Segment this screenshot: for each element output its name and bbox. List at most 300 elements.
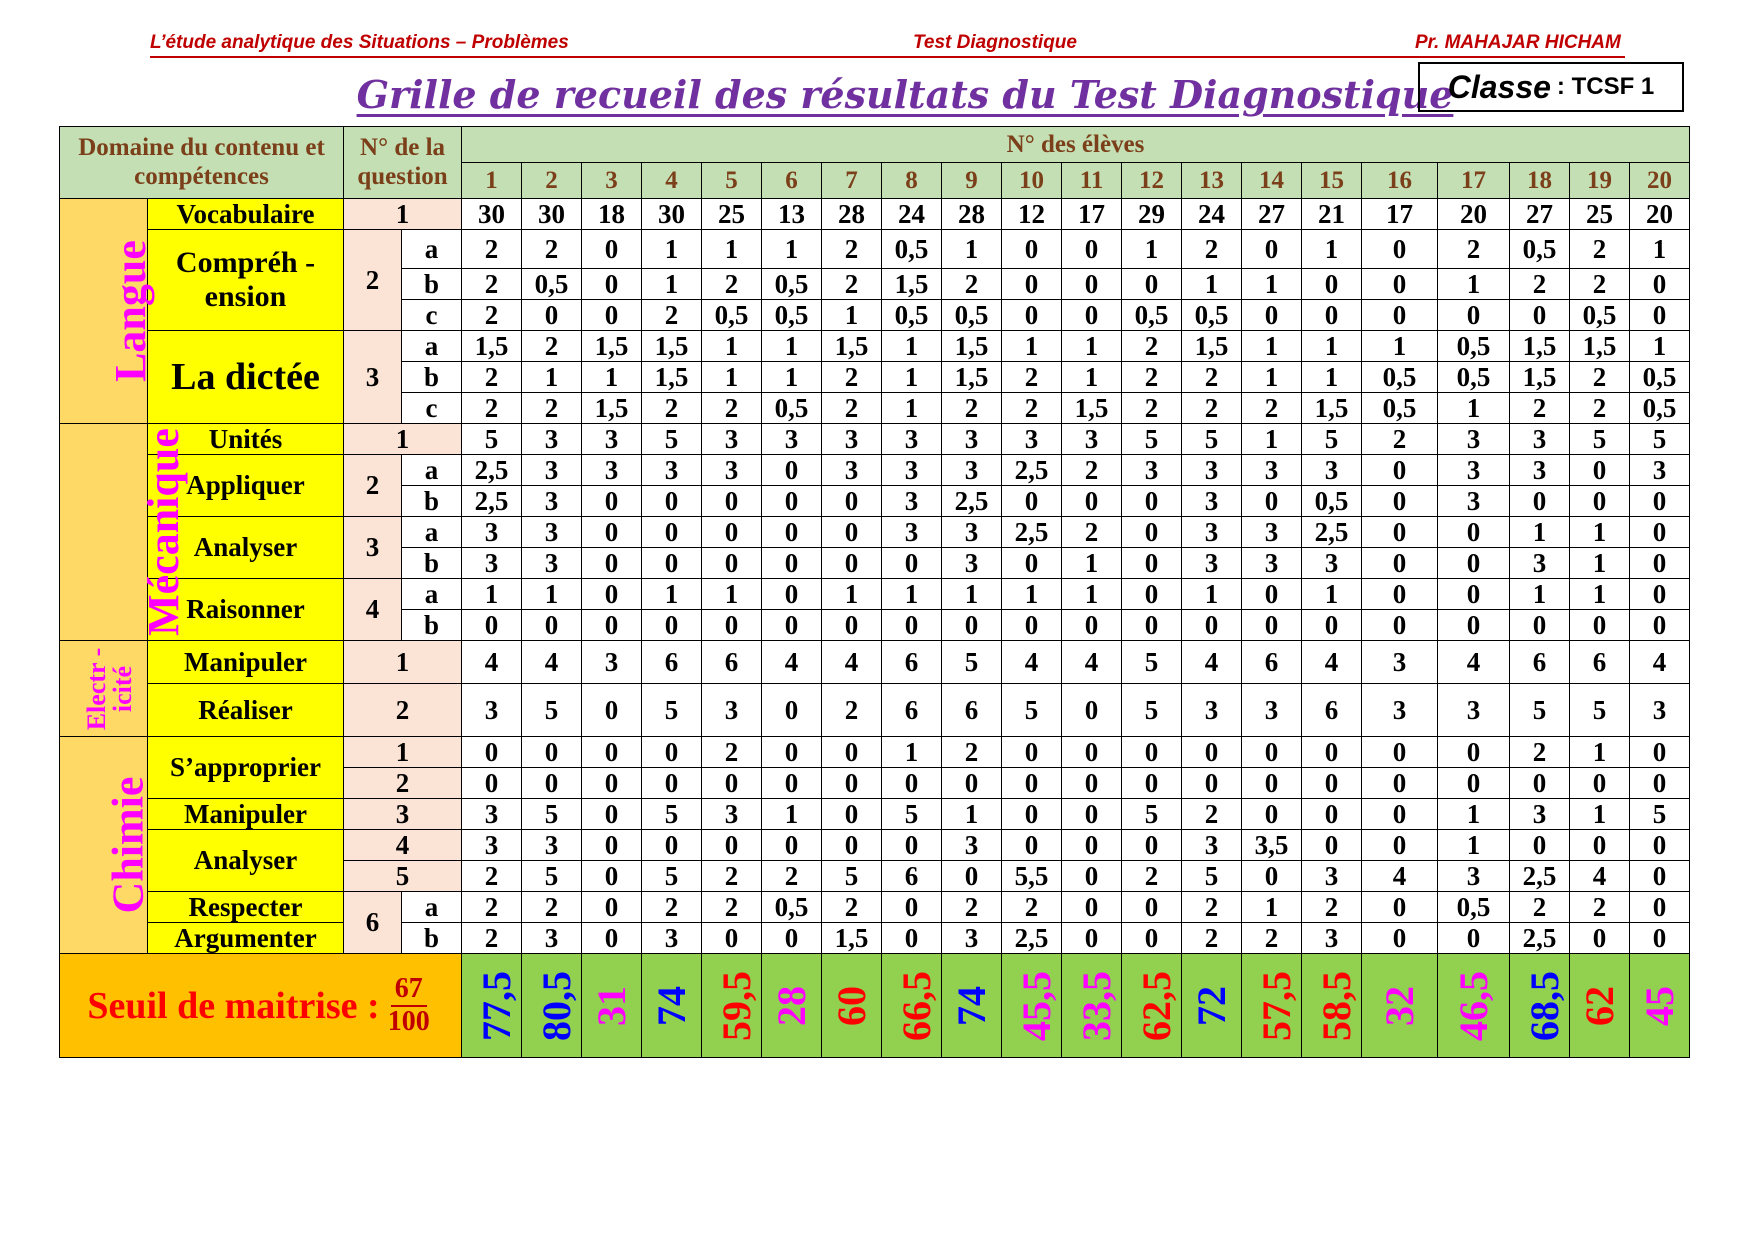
score-cell: 25	[1570, 199, 1630, 230]
score-cell: 0	[1362, 230, 1438, 269]
score-cell: 0	[1510, 300, 1570, 331]
score-cell: 2	[762, 861, 822, 892]
score-cell: 0	[1570, 768, 1630, 799]
final-score: 66,5	[894, 970, 940, 1041]
score-cell: 3	[1182, 684, 1242, 737]
score-cell: 0	[1570, 610, 1630, 641]
score-cell: 1,5	[462, 331, 522, 362]
final-score-cell	[1362, 954, 1438, 1058]
header-left-text: L’étude analytique des Situations – Problèmes	[150, 32, 569, 53]
competence-cell: Compréh - ension	[148, 230, 344, 331]
score-cell: 0	[1510, 830, 1570, 861]
header-right-text: Pr. MAHAJAR HICHAM	[1415, 32, 1621, 53]
score-cell: 2	[822, 269, 882, 300]
score-cell: 0	[582, 610, 642, 641]
score-cell: 1	[522, 362, 582, 393]
score-cell: 1	[882, 331, 942, 362]
score-cell: 3	[702, 455, 762, 486]
seuil-denominator: 100	[387, 1005, 430, 1037]
final-score: 74	[948, 985, 994, 1026]
score-cell: 2	[522, 892, 582, 923]
score-cell: 0	[462, 610, 522, 641]
score-cell: 2	[1570, 269, 1630, 300]
score-cell: 0	[642, 517, 702, 548]
student-number: 9	[942, 163, 1002, 199]
score-cell: 2	[942, 892, 1002, 923]
score-cell: 2	[1002, 362, 1062, 393]
score-cell: 18	[582, 199, 642, 230]
score-cell: 12	[1002, 199, 1062, 230]
score-cell: 2	[702, 861, 762, 892]
score-cell: 3	[522, 517, 582, 548]
question-number: 6	[344, 892, 402, 954]
score-cell: 3	[942, 517, 1002, 548]
table-row	[60, 641, 1690, 684]
score-cell: 1,5	[642, 331, 702, 362]
score-cell: 2	[1002, 892, 1062, 923]
final-score: 77,5	[474, 970, 520, 1041]
score-cell: 3	[1510, 799, 1570, 830]
score-cell: 1	[1302, 362, 1362, 393]
final-score-cell	[1182, 954, 1242, 1058]
score-cell: 2	[1438, 230, 1510, 269]
score-cell: 0	[1302, 830, 1362, 861]
score-cell: 0	[1002, 300, 1062, 331]
score-cell: 0	[822, 830, 882, 861]
score-cell: 2	[1362, 424, 1438, 455]
final-score: 60	[828, 985, 874, 1026]
final-score: 57,5	[1254, 970, 1300, 1041]
score-cell: 0	[522, 610, 582, 641]
student-number: 4	[642, 163, 702, 199]
score-cell: 0	[1438, 548, 1510, 579]
score-cell: 0	[1362, 923, 1438, 954]
score-cell: 3	[522, 548, 582, 579]
score-cell: 0	[642, 737, 702, 768]
score-cell: 3	[1122, 455, 1182, 486]
score-cell: 24	[882, 199, 942, 230]
score-cell: 1	[1302, 331, 1362, 362]
score-cell: 0	[822, 548, 882, 579]
score-cell: 2	[642, 393, 702, 424]
table-row	[60, 424, 1690, 455]
score-cell: 2,5	[1302, 517, 1362, 548]
score-cell: 1	[762, 230, 822, 269]
score-cell: 4	[1362, 861, 1438, 892]
score-cell: 2	[462, 230, 522, 269]
score-cell: 0	[822, 768, 882, 799]
score-cell: 0	[1242, 579, 1302, 610]
score-cell: 30	[462, 199, 522, 230]
final-score: 46,5	[1450, 970, 1496, 1041]
score-cell: 0	[1002, 768, 1062, 799]
score-cell: 1	[822, 300, 882, 331]
score-cell: 3	[642, 923, 702, 954]
score-cell: 3	[1438, 486, 1510, 517]
score-cell: 0	[1242, 799, 1302, 830]
table-row	[60, 830, 1690, 861]
score-cell: 3	[882, 517, 942, 548]
score-cell: 2	[1122, 362, 1182, 393]
student-number: 16	[1362, 163, 1438, 199]
final-score: 72	[1188, 985, 1234, 1026]
score-cell: 0	[1630, 923, 1690, 954]
final-score: 28	[768, 985, 814, 1026]
score-cell: 4	[1630, 641, 1690, 684]
score-cell: 3	[1242, 517, 1302, 548]
score-cell: 2	[822, 362, 882, 393]
score-cell: 1	[1570, 579, 1630, 610]
score-cell: 3	[1438, 424, 1510, 455]
score-cell: 4	[1570, 861, 1630, 892]
score-cell: 0,5	[882, 300, 942, 331]
score-cell: 0	[762, 923, 822, 954]
final-score-cell	[1630, 954, 1690, 1058]
score-cell: 2	[942, 737, 1002, 768]
student-number: 14	[1242, 163, 1302, 199]
score-cell: 0	[882, 548, 942, 579]
question-number: 2	[344, 768, 462, 799]
score-cell: 3	[942, 830, 1002, 861]
score-cell: 1	[1362, 331, 1438, 362]
score-cell: 3	[1062, 424, 1122, 455]
final-score: 45	[1636, 985, 1682, 1026]
score-cell: 5	[822, 861, 882, 892]
score-cell: 0	[1302, 300, 1362, 331]
score-cell: 0	[1242, 768, 1302, 799]
score-cell: 2	[642, 300, 702, 331]
score-cell: 0	[1630, 830, 1690, 861]
score-cell: 1	[702, 579, 762, 610]
score-cell: 1	[882, 362, 942, 393]
score-cell: 2	[1570, 362, 1630, 393]
question-number: 2	[344, 684, 462, 737]
score-cell: 0	[582, 768, 642, 799]
score-cell: 3	[1438, 684, 1510, 737]
competence-cell: Manipuler	[148, 641, 344, 684]
score-cell: 2	[1062, 455, 1122, 486]
score-cell: 2	[822, 892, 882, 923]
student-number: 10	[1002, 163, 1062, 199]
score-cell: 0,5	[762, 269, 822, 300]
score-cell: 0	[1242, 300, 1302, 331]
score-cell: 2	[522, 393, 582, 424]
score-cell: 1	[762, 331, 822, 362]
score-cell: 2	[702, 737, 762, 768]
final-score: 33,5	[1074, 970, 1120, 1041]
score-cell: 1	[1242, 362, 1302, 393]
table-row	[60, 455, 1690, 486]
score-cell: 3	[942, 424, 1002, 455]
score-cell: 1	[1242, 331, 1302, 362]
score-cell: 0	[462, 737, 522, 768]
score-cell: 0	[1062, 892, 1122, 923]
score-cell: 0	[702, 830, 762, 861]
student-number: 7	[822, 163, 882, 199]
score-cell: 1,5	[1510, 362, 1570, 393]
score-cell: 1	[762, 799, 822, 830]
score-cell: 1	[942, 230, 1002, 269]
score-cell: 3	[1510, 455, 1570, 486]
score-cell: 0	[1570, 455, 1630, 486]
score-cell: 0	[882, 923, 942, 954]
score-cell: 0	[1362, 486, 1438, 517]
score-cell: 5	[1122, 424, 1182, 455]
final-score-cell	[882, 954, 942, 1058]
score-cell: 0	[1362, 455, 1438, 486]
score-cell: 0	[1242, 610, 1302, 641]
final-score-cell	[1302, 954, 1362, 1058]
score-cell: 0,5	[1438, 892, 1510, 923]
score-cell: 0	[942, 768, 1002, 799]
final-score: 32	[1376, 985, 1422, 1026]
score-cell: 5	[1570, 684, 1630, 737]
score-cell: 0	[1002, 830, 1062, 861]
score-cell: 3	[1002, 424, 1062, 455]
seuil-label: Seuil de maitrise :	[87, 984, 380, 1027]
score-cell: 0	[882, 830, 942, 861]
score-cell: 17	[1062, 199, 1122, 230]
score-cell: 1,5	[942, 331, 1002, 362]
score-cell: 3	[1362, 641, 1438, 684]
final-score-cell	[1570, 954, 1630, 1058]
score-cell: 0	[1510, 768, 1570, 799]
sub-question: a	[402, 892, 462, 923]
seuil-row	[60, 954, 1690, 1058]
domain-label: Electr - icité	[82, 647, 137, 730]
score-cell: 5	[942, 641, 1002, 684]
score-cell: 27	[1242, 199, 1302, 230]
final-score: 59,5	[714, 970, 760, 1041]
score-cell: 0	[1630, 768, 1690, 799]
score-cell: 4	[1302, 641, 1362, 684]
question-number: 2	[344, 230, 402, 331]
final-score: 62,5	[1134, 970, 1180, 1041]
score-cell: 3	[1182, 517, 1242, 548]
score-cell: 0	[762, 684, 822, 737]
score-cell: 3	[942, 923, 1002, 954]
student-number: 2	[522, 163, 582, 199]
competence-cell: Raisonner	[148, 579, 344, 641]
score-cell: 2	[1122, 861, 1182, 892]
score-cell: 2,5	[462, 455, 522, 486]
score-cell: 6	[1242, 641, 1302, 684]
score-cell: 0	[1062, 269, 1122, 300]
score-cell: 3	[1630, 684, 1690, 737]
score-cell: 3	[702, 424, 762, 455]
score-cell: 1	[1570, 799, 1630, 830]
score-cell: 30	[642, 199, 702, 230]
final-score-cell	[1122, 954, 1182, 1058]
score-cell: 3	[882, 424, 942, 455]
student-number: 13	[1182, 163, 1242, 199]
table-row	[60, 230, 1690, 269]
score-cell: 1	[882, 737, 942, 768]
seuil-numerator: 67	[391, 974, 427, 1007]
student-number: 15	[1302, 163, 1362, 199]
score-cell: 2	[1302, 892, 1362, 923]
score-cell: 1	[1438, 830, 1510, 861]
score-cell: 0	[822, 610, 882, 641]
score-cell: 3	[1302, 455, 1362, 486]
score-cell: 25	[702, 199, 762, 230]
score-cell: 5	[522, 684, 582, 737]
score-cell: 3	[522, 830, 582, 861]
score-cell: 0	[1062, 768, 1122, 799]
score-cell: 1	[1510, 579, 1570, 610]
score-cell: 1	[1002, 579, 1062, 610]
score-cell: 0	[522, 300, 582, 331]
question-number: 3	[344, 517, 402, 579]
score-cell: 0	[882, 610, 942, 641]
score-cell: 0	[1302, 737, 1362, 768]
score-cell: 1,5	[1062, 393, 1122, 424]
score-cell: 0	[582, 861, 642, 892]
question-number: 1	[344, 199, 462, 230]
score-cell: 0	[762, 548, 822, 579]
score-cell: 6	[882, 641, 942, 684]
score-cell: 0	[1062, 300, 1122, 331]
score-cell: 0	[1062, 799, 1122, 830]
score-cell: 1,5	[1570, 331, 1630, 362]
score-cell: 2	[1570, 230, 1630, 269]
score-cell: 3	[1242, 455, 1302, 486]
score-cell: 0	[1062, 684, 1122, 737]
score-cell: 0	[942, 861, 1002, 892]
score-cell: 0	[582, 300, 642, 331]
score-cell: 0	[1630, 548, 1690, 579]
student-number: 1	[462, 163, 522, 199]
score-cell: 1	[1002, 331, 1062, 362]
table-row	[60, 579, 1690, 610]
score-cell: 1	[1438, 393, 1510, 424]
score-cell: 1	[1570, 548, 1630, 579]
domain-label: Mécanique	[138, 428, 188, 636]
score-cell: 5	[1122, 684, 1182, 737]
final-score: 62	[1576, 985, 1622, 1026]
domain-cell	[60, 641, 148, 737]
sub-question: a	[402, 579, 462, 610]
competence-cell: Argumenter	[148, 923, 344, 954]
sub-question: a	[402, 331, 462, 362]
score-cell: 0	[1438, 768, 1510, 799]
score-cell: 0	[762, 737, 822, 768]
student-number: 19	[1570, 163, 1630, 199]
score-cell: 1	[882, 393, 942, 424]
score-cell: 1	[1062, 548, 1122, 579]
score-cell: 1	[1570, 517, 1630, 548]
score-cell: 1	[1302, 230, 1362, 269]
score-cell: 0	[1570, 830, 1630, 861]
score-cell: 0	[1122, 830, 1182, 861]
score-cell: 2	[522, 331, 582, 362]
score-cell: 3	[762, 424, 822, 455]
score-cell: 0	[882, 768, 942, 799]
sub-question: a	[402, 230, 462, 269]
score-cell: 5	[642, 424, 702, 455]
score-cell: 0,5	[702, 300, 762, 331]
score-cell: 24	[1182, 199, 1242, 230]
score-cell: 2	[1510, 269, 1570, 300]
score-cell: 0,5	[1122, 300, 1182, 331]
score-cell: 0	[1122, 610, 1182, 641]
score-cell: 0	[1362, 768, 1438, 799]
score-cell: 21	[1302, 199, 1362, 230]
score-cell: 1,5	[642, 362, 702, 393]
score-cell: 4	[1062, 641, 1122, 684]
score-cell: 0	[1570, 923, 1630, 954]
score-cell: 2,5	[1510, 923, 1570, 954]
score-cell: 5	[1182, 861, 1242, 892]
score-cell: 3,5	[1242, 830, 1302, 861]
score-cell: 1	[1630, 230, 1690, 269]
score-cell: 3	[582, 455, 642, 486]
score-cell: 4	[1438, 641, 1510, 684]
score-cell: 27	[1510, 199, 1570, 230]
student-number: 11	[1062, 163, 1122, 199]
score-cell: 13	[762, 199, 822, 230]
score-cell: 2	[522, 230, 582, 269]
score-cell: 0	[1182, 610, 1242, 641]
score-cell: 4	[762, 641, 822, 684]
score-cell: 0,5	[522, 269, 582, 300]
sub-question: b	[402, 548, 462, 579]
final-score: 68,5	[1522, 970, 1568, 1041]
score-cell: 1	[1242, 424, 1302, 455]
score-cell: 2	[1002, 393, 1062, 424]
student-number: 12	[1122, 163, 1182, 199]
score-cell: 1,5	[882, 269, 942, 300]
final-score-cell	[1510, 954, 1570, 1058]
score-cell: 0	[1362, 610, 1438, 641]
final-score-cell	[1002, 954, 1062, 1058]
score-cell: 0,5	[1438, 331, 1510, 362]
score-cell: 0	[1302, 799, 1362, 830]
domain-label: Langue	[105, 240, 155, 382]
score-cell: 1,5	[942, 362, 1002, 393]
score-cell: 20	[1438, 199, 1510, 230]
competence-cell: Manipuler	[148, 799, 344, 830]
score-cell: 2	[1062, 517, 1122, 548]
question-number: 5	[344, 861, 462, 892]
header-rule	[150, 56, 1625, 58]
score-cell: 0,5	[1362, 362, 1438, 393]
score-cell: 1	[1062, 579, 1122, 610]
score-cell: 0	[1438, 923, 1510, 954]
score-cell: 6	[1510, 641, 1570, 684]
score-cell: 2	[1182, 362, 1242, 393]
score-cell: 3	[522, 455, 582, 486]
question-header: N° de la question	[344, 127, 462, 199]
score-cell: 3	[702, 799, 762, 830]
score-cell: 0	[882, 892, 942, 923]
score-cell: 3	[522, 424, 582, 455]
score-cell: 2,5	[942, 486, 1002, 517]
score-cell: 17	[1362, 199, 1438, 230]
score-cell: 0	[1630, 300, 1690, 331]
question-number: 1	[344, 737, 462, 768]
score-cell: 0	[1122, 269, 1182, 300]
score-cell: 0	[1438, 517, 1510, 548]
score-cell: 0	[702, 548, 762, 579]
score-cell: 3	[522, 923, 582, 954]
question-number: 4	[344, 579, 402, 641]
score-cell: 0	[582, 486, 642, 517]
score-cell: 3	[642, 455, 702, 486]
score-cell: 2	[1182, 923, 1242, 954]
score-cell: 3	[462, 799, 522, 830]
score-cell: 0	[1122, 579, 1182, 610]
